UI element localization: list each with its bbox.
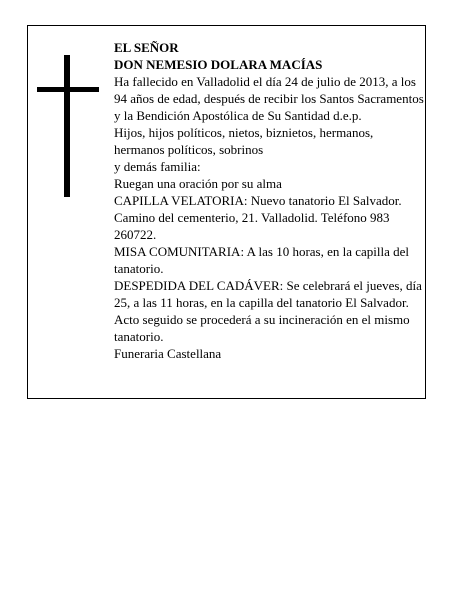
deceased-name: DON NEMESIO DOLARA MACÍAS — [114, 57, 323, 72]
family-list-end: y demás familia: — [114, 159, 201, 174]
funeral-home: Funeraria Castellana — [114, 346, 222, 361]
cross-horizontal-bar — [37, 87, 99, 92]
farewell-info: DESPEDIDA DEL CADÁVER: Se celebrará el jueves, día 25, a las 11 horas, en la capilla del tanatorio El Salvador. Acto seguido se procederá a su incineración en el mismo tanatorio. — [114, 278, 422, 344]
cross-icon — [37, 55, 99, 197]
mass-info: MISA COMUNITARIA: A las 10 horas, en la capilla del tanatorio. — [114, 244, 410, 276]
death-announcement: Ha fallecido en Valladolid el día 24 de julio de 2013, a los 94 años de edad, después de recibir los Santos Sacramentos y la Bendición Apostólica de Su Santidad d.e.p. — [114, 74, 424, 123]
chapel-info: CAPILLA VELATORIA: Nuevo tanatorio El Salvador. Camino del cementerio, 21. Valladolid. Teléfono 983 260722. — [114, 193, 402, 242]
prayer-request: Ruegan una oración por su alma — [114, 176, 282, 191]
obituary-text — [114, 39, 424, 362]
notice-title: EL SEÑOR — [114, 40, 179, 55]
family-list: Hijos, hijos políticos, nietos, biznietos, hermanos, hermanos políticos, sobrinos — [114, 125, 374, 157]
cross-vertical-bar — [64, 55, 70, 197]
